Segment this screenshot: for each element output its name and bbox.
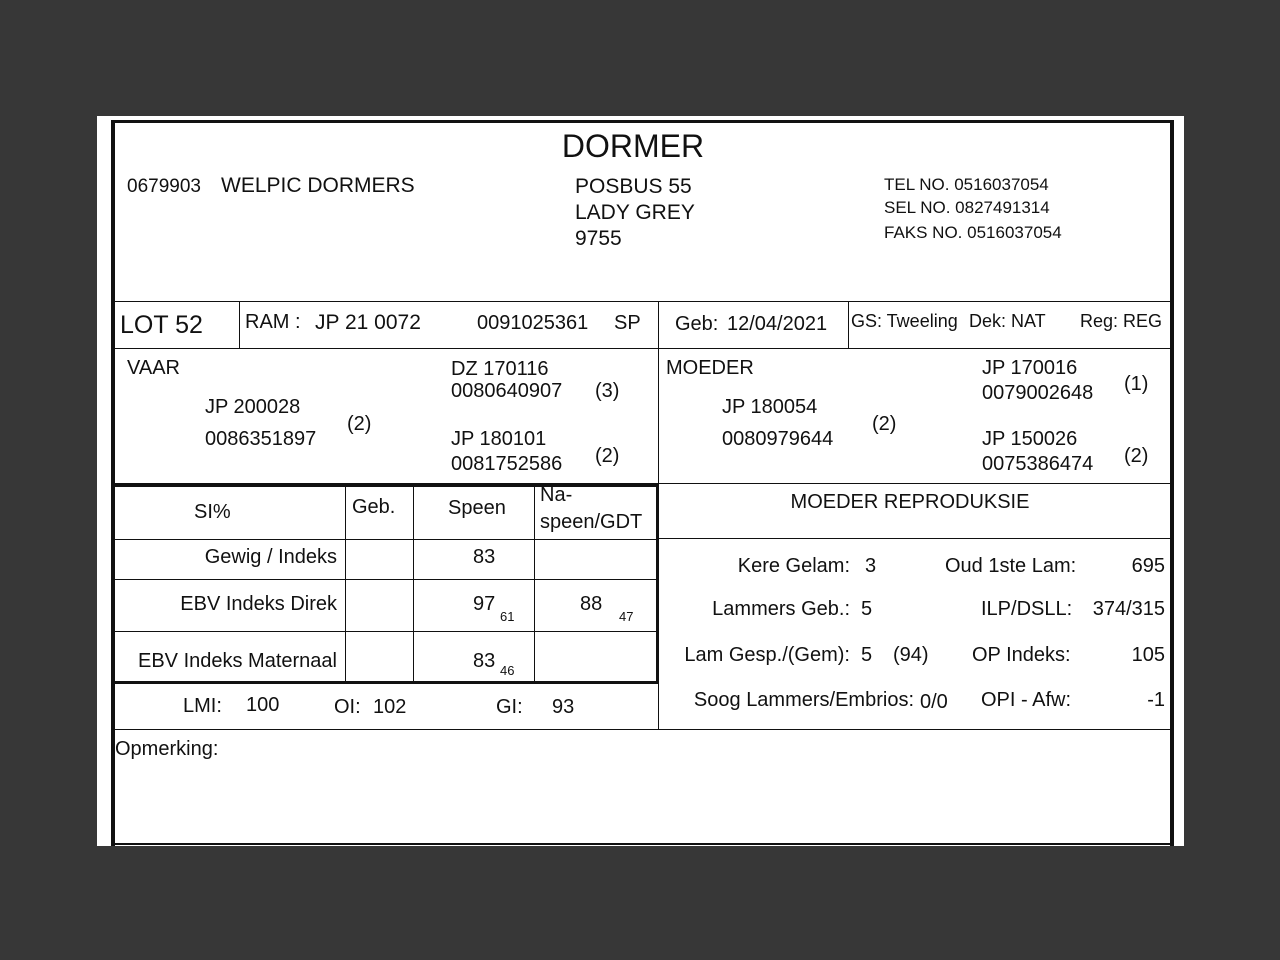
si-header-speen-gdt: speen/GDT	[540, 511, 643, 533]
si-header-na: Na-	[540, 484, 573, 506]
si-table-bottom	[115, 681, 659, 684]
divider-lot-v1	[239, 301, 240, 349]
si-row-label: EBV Indeks Maternaal	[138, 650, 337, 672]
oi-value: 102	[373, 696, 407, 718]
si-row-na: 88	[580, 593, 603, 615]
tel-number: TEL NO. 0516037054	[884, 175, 1049, 194]
si-row-speen-sub: 61	[500, 609, 515, 624]
moeder-id: JP 180054	[722, 396, 818, 418]
divider-pedigree-mid	[658, 348, 659, 484]
divider-repro-title	[659, 538, 1173, 539]
divider-lot-top	[115, 301, 1173, 302]
moeder-sire-id: JP 170016	[982, 357, 1078, 379]
breeder-number: 0679903	[127, 176, 201, 197]
breeder-name: WELPIC DORMERS	[221, 174, 415, 197]
border-top	[111, 120, 1173, 123]
kere-label: Kere Gelam:	[737, 555, 850, 577]
address-line2: LADY GREY	[575, 201, 695, 224]
faks-number: FAKS NO. 0516037054	[884, 223, 1062, 242]
vaar-number: 0086351897	[205, 428, 317, 450]
lammers-label: Lammers Geb.:	[712, 598, 850, 620]
op-value: 105	[1131, 644, 1165, 666]
si-col-line-1	[345, 486, 346, 683]
si-col-line-2	[413, 486, 414, 683]
si-row-na-sub: 47	[619, 609, 634, 624]
lot-number: LOT 52	[120, 311, 203, 339]
si-row-speen: 83	[473, 546, 496, 568]
moeder-label: MOEDER	[666, 357, 754, 379]
op-label: OP Indeks:	[972, 644, 1071, 666]
gs-status: GS: Tweeling	[851, 311, 958, 331]
si-row-label: Gewig / Indeks	[204, 546, 337, 568]
kere-value: 3	[865, 555, 877, 577]
gesp-value: 5	[861, 644, 873, 666]
ilp-label: ILP/DSLL:	[981, 598, 1073, 620]
gesp-label: Lam Gesp./(Gem):	[684, 644, 850, 666]
repro-title: MOEDER REPRODUKSIE	[790, 491, 1030, 513]
divider-summary-bottom	[115, 729, 1173, 730]
si-table-top	[115, 484, 659, 487]
si-row-speen-sub: 46	[500, 663, 515, 678]
moeder-dam-count: (2)	[1124, 445, 1149, 467]
ram-number: 0091025361	[477, 312, 589, 334]
remarks-label: Opmerking:	[115, 738, 219, 760]
sale-card	[97, 116, 1184, 846]
oud-label: Oud 1ste Lam:	[945, 555, 1077, 577]
geb-date: 12/04/2021	[727, 313, 828, 335]
soog-label: Soog Lammers/Embrios:	[693, 689, 914, 711]
moeder-count: (2)	[872, 413, 897, 435]
sel-number: SEL NO. 0827491314	[884, 198, 1050, 217]
opi-value: -1	[1147, 689, 1165, 711]
vaar-dam-id: JP 180101	[451, 428, 547, 450]
soog-value: 0/0	[920, 691, 948, 713]
ram-id: JP 21 0072	[315, 311, 421, 334]
address-line1: POSBUS 55	[575, 175, 692, 198]
gi-value: 93	[552, 696, 575, 718]
si-row-speen: 83	[473, 650, 496, 672]
ram-label: RAM :	[245, 311, 301, 333]
reg-status: Reg: REG	[1080, 311, 1163, 331]
divider-lot-bottom	[115, 348, 1173, 349]
oi-label: OI:	[334, 696, 361, 718]
moeder-sire-number: 0079002648	[982, 382, 1094, 404]
geb-label: Geb:	[675, 313, 719, 335]
si-row-line-1	[115, 539, 659, 540]
si-header-speen: Speen	[448, 497, 506, 519]
vaar-label: VAAR	[127, 357, 180, 379]
vaar-count: (2)	[347, 413, 372, 435]
si-col-line-3	[534, 486, 535, 683]
gi-label: GI:	[496, 696, 523, 718]
vaar-sire-count: (3)	[595, 380, 620, 402]
opi-label: OPI - Afw:	[981, 689, 1072, 711]
vaar-dam-count: (2)	[595, 445, 620, 467]
vaar-sire-id: DZ 170116	[451, 358, 549, 380]
si-header-si: SI%	[194, 501, 231, 523]
breed-title: DORMER	[561, 128, 705, 164]
dek-status: Dek: NAT	[969, 311, 1046, 331]
moeder-dam-id: JP 150026	[982, 428, 1078, 450]
divider-lot-v3	[848, 301, 849, 349]
si-row-line-3	[115, 631, 659, 632]
divider-lot-v2	[658, 301, 659, 349]
si-row-speen: 97	[473, 593, 496, 615]
vaar-id: JP 200028	[205, 396, 301, 418]
moeder-dam-number: 0075386474	[982, 453, 1094, 475]
moeder-number: 0080979644	[722, 428, 834, 450]
moeder-sire-count: (1)	[1124, 373, 1149, 395]
si-row-label: EBV Indeks Direk	[180, 593, 337, 615]
lammers-value: 5	[861, 598, 873, 620]
ilp-value: 374/315	[1092, 598, 1165, 620]
oud-value: 695	[1131, 555, 1165, 577]
vaar-sire-number: 0080640907	[451, 380, 563, 402]
gesp-avg: (94)	[893, 644, 929, 666]
address-line3: 9755	[575, 227, 622, 250]
si-row-line-2	[115, 579, 659, 580]
vaar-dam-number: 0081752586	[451, 453, 563, 475]
lmi-label: LMI:	[183, 695, 222, 717]
border-bottom	[111, 843, 1173, 845]
lmi-value: 100	[246, 694, 280, 716]
si-header-geb: Geb.	[352, 496, 396, 518]
ram-grade: SP	[614, 312, 641, 334]
